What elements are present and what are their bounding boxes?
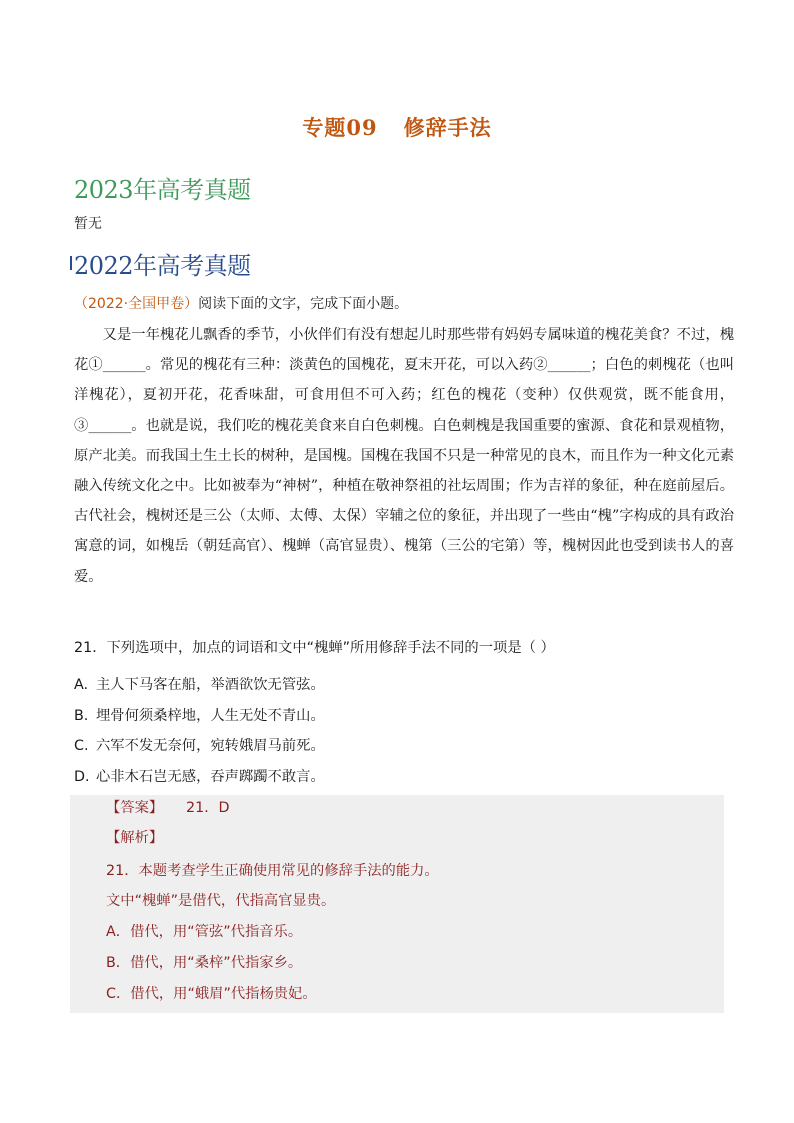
option-letter: D. xyxy=(74,768,90,785)
option-d xyxy=(74,762,325,793)
option-letter: A. xyxy=(74,677,89,693)
analysis-line: 文中“槐蝉”是借代，代指高官显贵。 xyxy=(106,893,336,909)
question-source: （2022·全国甲卷） xyxy=(74,296,199,312)
option-b xyxy=(74,701,325,732)
option-letter: B. xyxy=(74,707,89,724)
title-topic-name: 修辞手法 xyxy=(403,115,492,140)
option-text: 心非木石岂无感，吞声踯躅不敢言。 xyxy=(96,768,325,785)
analysis-line: B．借代，用“桑梓”代指家乡。 xyxy=(106,955,303,971)
question-instruction: 阅读下面的文字，完成下面小题。 xyxy=(198,296,409,312)
option-text: 埋骨何须桑梓地，人生无处不青山。 xyxy=(96,707,325,724)
question-21-options xyxy=(74,670,325,792)
section-heading-2022: 2022年高考真题 xyxy=(74,246,251,281)
option-text: 主人下马客在船，举酒欲饮无管弦。 xyxy=(96,677,325,693)
title-topic-number: 专题09 xyxy=(302,115,378,140)
answer-value: 21．D xyxy=(186,800,230,816)
analysis-line: 21．本题考查学生正确使用常见的修辞手法的能力。 xyxy=(106,863,439,879)
document-title xyxy=(0,112,794,142)
analysis-line: C．借代，用“蛾眉”代指杨贵妃。 xyxy=(106,986,317,1002)
option-letter: C. xyxy=(74,738,89,754)
analysis-line: A．借代，用“管弦”代指音乐。 xyxy=(106,924,303,940)
analysis-label: 【解析】 xyxy=(106,830,164,846)
answer-label: 【答案】 xyxy=(106,800,164,816)
section-2023-none-text: 暂无 xyxy=(74,216,102,232)
question-21-stem: 21．下列选项中，加点的词语和文中“槐蝉”所用修辞手法不同的一项是（ ） xyxy=(74,640,555,656)
question-intro xyxy=(74,293,408,313)
reading-passage: 又是一年槐花儿飘香的季节，小伙伴们有没有想起儿时那些带有妈妈专属味道的槐花美食？不过，槐花①______。常见的槐花有三种：淡黄色的国槐花，夏末开花，可以入药②______；白色的刺槐花（也叫洋槐花），夏初开花，花香味甜，可食用但不可入药；红色的槐花（变种）仅供观赏，既不能食用，③______。也就是说，我们吃的槐花美食来自白色刺槐。白色刺槐是我国重要的蜜源、食花和景观植物，原产北美。而我国土生土长的树种，是国槐。国槐在我国不只是一种常见的良木，而且作为一种文化元素融入传统文化之中。比如被奉为“神树”，种植在敬神祭祖的社坛周围；作为吉祥的象征，种在庭前屋后。古代社会，槐树还是三公（太师、太傅、太保）宰辅之位的象征，并出现了一些由“槐”字构成的具有政治寓意的词，如槐岳（朝廷高官）、槐蝉（高官显贵）、槐第（三公的宅第）等，槐树因此也受到读书人的喜爱。 xyxy=(74,327,734,585)
section-heading-2023: 2023年高考真题 xyxy=(74,176,251,204)
answer-box xyxy=(70,795,724,1013)
option-text: 六军不发无奈何，宛转娥眉马前死。 xyxy=(96,738,325,754)
option-a xyxy=(74,670,325,701)
option-c xyxy=(74,731,325,762)
